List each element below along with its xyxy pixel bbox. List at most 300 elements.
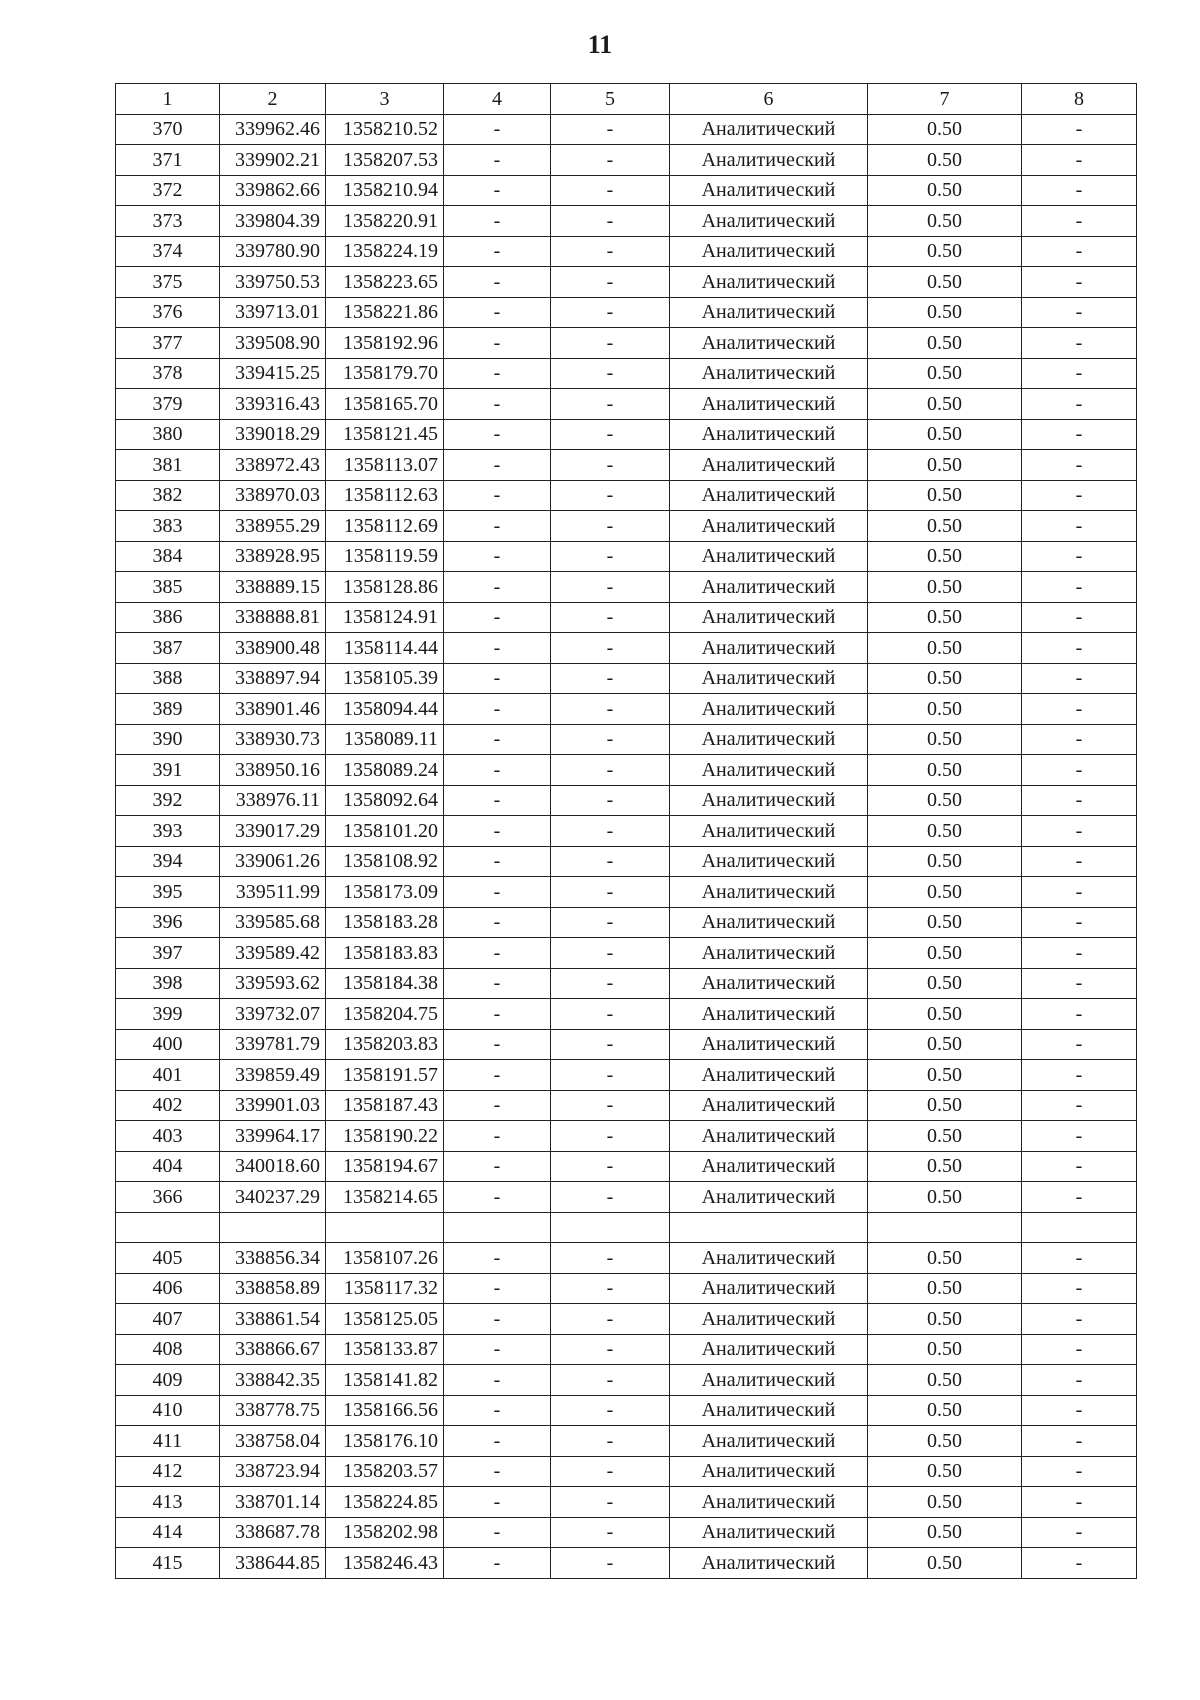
y-coordinate-cell: 1358194.67 bbox=[326, 1151, 444, 1182]
method-cell: Аналитический bbox=[670, 175, 868, 206]
column-header: 6 bbox=[670, 84, 868, 115]
x-coordinate-cell: 338842.35 bbox=[220, 1365, 326, 1396]
accuracy-cell: 0.50 bbox=[868, 1487, 1022, 1518]
point-number-cell: 413 bbox=[116, 1487, 220, 1518]
col8-cell: - bbox=[1022, 938, 1137, 969]
x-coordinate-cell: 338778.75 bbox=[220, 1395, 326, 1426]
method-cell: Аналитический bbox=[670, 358, 868, 389]
col5-cell: - bbox=[551, 1456, 670, 1487]
col8-cell: - bbox=[1022, 785, 1137, 816]
accuracy-cell: 0.50 bbox=[868, 1334, 1022, 1365]
col4-cell: - bbox=[444, 145, 551, 176]
accuracy-cell: 0.50 bbox=[868, 297, 1022, 328]
col4-cell: - bbox=[444, 663, 551, 694]
accuracy-cell: 0.50 bbox=[868, 938, 1022, 969]
col8-cell bbox=[1022, 1212, 1137, 1243]
y-coordinate-cell: 1358094.44 bbox=[326, 694, 444, 725]
col4-cell: - bbox=[444, 1060, 551, 1091]
table-row bbox=[116, 1060, 1137, 1091]
x-coordinate-cell: 339804.39 bbox=[220, 206, 326, 237]
point-number-cell: 389 bbox=[116, 694, 220, 725]
y-coordinate-cell: 1358165.70 bbox=[326, 389, 444, 420]
table-row bbox=[116, 907, 1137, 938]
table-row bbox=[116, 877, 1137, 908]
col4-cell: - bbox=[444, 1151, 551, 1182]
y-coordinate-cell: 1358183.28 bbox=[326, 907, 444, 938]
y-coordinate-cell: 1358114.44 bbox=[326, 633, 444, 664]
method-cell: Аналитический bbox=[670, 1426, 868, 1457]
y-coordinate-cell: 1358119.59 bbox=[326, 541, 444, 572]
col8-cell: - bbox=[1022, 1395, 1137, 1426]
accuracy-cell: 0.50 bbox=[868, 999, 1022, 1030]
accuracy-cell: 0.50 bbox=[868, 1151, 1022, 1182]
table-row bbox=[116, 267, 1137, 298]
y-coordinate-cell: 1358187.43 bbox=[326, 1090, 444, 1121]
accuracy-cell: 0.50 bbox=[868, 602, 1022, 633]
method-cell: Аналитический bbox=[670, 1304, 868, 1335]
col8-cell: - bbox=[1022, 1426, 1137, 1457]
col5-cell: - bbox=[551, 480, 670, 511]
col5-cell: - bbox=[551, 1121, 670, 1152]
table-row bbox=[116, 175, 1137, 206]
x-coordinate-cell: 339061.26 bbox=[220, 846, 326, 877]
y-coordinate-cell: 1358192.96 bbox=[326, 328, 444, 359]
x-coordinate-cell: 338687.78 bbox=[220, 1517, 326, 1548]
col4-cell: - bbox=[444, 297, 551, 328]
table-row bbox=[116, 1334, 1137, 1365]
point-number-cell: 408 bbox=[116, 1334, 220, 1365]
x-coordinate-cell: 339964.17 bbox=[220, 1121, 326, 1152]
accuracy-cell: 0.50 bbox=[868, 968, 1022, 999]
accuracy-cell: 0.50 bbox=[868, 1548, 1022, 1579]
table-row bbox=[116, 1395, 1137, 1426]
column-header: 1 bbox=[116, 84, 220, 115]
method-cell: Аналитический bbox=[670, 1487, 868, 1518]
x-coordinate-cell: 338950.16 bbox=[220, 755, 326, 786]
col4-cell: - bbox=[444, 724, 551, 755]
accuracy-cell: 0.50 bbox=[868, 236, 1022, 267]
accuracy-cell: 0.50 bbox=[868, 1243, 1022, 1274]
method-cell: Аналитический bbox=[670, 389, 868, 420]
method-cell: Аналитический bbox=[670, 1182, 868, 1213]
method-cell: Аналитический bbox=[670, 755, 868, 786]
col8-cell: - bbox=[1022, 419, 1137, 450]
col5-cell: - bbox=[551, 1273, 670, 1304]
col4-cell: - bbox=[444, 1121, 551, 1152]
col5-cell: - bbox=[551, 572, 670, 603]
point-number-cell: 414 bbox=[116, 1517, 220, 1548]
method-cell: Аналитический bbox=[670, 938, 868, 969]
table-row bbox=[116, 1487, 1137, 1518]
y-coordinate-cell: 1358166.56 bbox=[326, 1395, 444, 1426]
method-cell: Аналитический bbox=[670, 633, 868, 664]
x-coordinate-cell: 339901.03 bbox=[220, 1090, 326, 1121]
x-coordinate-cell: 338644.85 bbox=[220, 1548, 326, 1579]
table-row bbox=[116, 1182, 1137, 1213]
col8-cell: - bbox=[1022, 1243, 1137, 1274]
x-coordinate-cell: 338976.11 bbox=[220, 785, 326, 816]
point-number-cell: 380 bbox=[116, 419, 220, 450]
col8-cell: - bbox=[1022, 1548, 1137, 1579]
y-coordinate-cell: 1358128.86 bbox=[326, 572, 444, 603]
col8-cell: - bbox=[1022, 602, 1137, 633]
accuracy-cell: 0.50 bbox=[868, 206, 1022, 237]
point-number-cell: 386 bbox=[116, 602, 220, 633]
col4-cell bbox=[444, 1212, 551, 1243]
table-row bbox=[116, 389, 1137, 420]
col8-cell: - bbox=[1022, 328, 1137, 359]
accuracy-cell: 0.50 bbox=[868, 450, 1022, 481]
x-coordinate-cell: 339018.29 bbox=[220, 419, 326, 450]
col5-cell: - bbox=[551, 1090, 670, 1121]
col4-cell: - bbox=[444, 1395, 551, 1426]
col8-cell: - bbox=[1022, 480, 1137, 511]
col8-cell: - bbox=[1022, 846, 1137, 877]
table-row bbox=[116, 1517, 1137, 1548]
col8-cell: - bbox=[1022, 633, 1137, 664]
table-header-row bbox=[116, 84, 1137, 115]
col5-cell: - bbox=[551, 694, 670, 725]
x-coordinate-cell: 338972.43 bbox=[220, 450, 326, 481]
accuracy-cell: 0.50 bbox=[868, 755, 1022, 786]
x-coordinate-cell: 339017.29 bbox=[220, 816, 326, 847]
table-row bbox=[116, 816, 1137, 847]
accuracy-cell: 0.50 bbox=[868, 358, 1022, 389]
table-row bbox=[116, 1365, 1137, 1396]
col4-cell: - bbox=[444, 328, 551, 359]
col8-cell: - bbox=[1022, 236, 1137, 267]
col8-cell: - bbox=[1022, 1456, 1137, 1487]
x-coordinate-cell: 340237.29 bbox=[220, 1182, 326, 1213]
table-row bbox=[116, 297, 1137, 328]
page-number: 11 bbox=[587, 30, 613, 59]
col5-cell: - bbox=[551, 724, 670, 755]
x-coordinate-cell: 339862.66 bbox=[220, 175, 326, 206]
column-header: 3 bbox=[326, 84, 444, 115]
table-row bbox=[116, 663, 1137, 694]
y-coordinate-cell: 1358202.98 bbox=[326, 1517, 444, 1548]
accuracy-cell: 0.50 bbox=[868, 145, 1022, 176]
x-coordinate-cell: 338858.89 bbox=[220, 1273, 326, 1304]
y-coordinate-cell: 1358223.65 bbox=[326, 267, 444, 298]
point-number-cell: 376 bbox=[116, 297, 220, 328]
col4-cell: - bbox=[444, 1517, 551, 1548]
method-cell: Аналитический bbox=[670, 663, 868, 694]
x-coordinate-cell: 339859.49 bbox=[220, 1060, 326, 1091]
point-number-cell: 406 bbox=[116, 1273, 220, 1304]
table-row bbox=[116, 206, 1137, 237]
method-cell: Аналитический bbox=[670, 145, 868, 176]
x-coordinate-cell: 339585.68 bbox=[220, 907, 326, 938]
accuracy-cell: 0.50 bbox=[868, 1426, 1022, 1457]
point-number-cell: 381 bbox=[116, 450, 220, 481]
coordinates-table bbox=[115, 83, 1137, 1579]
y-coordinate-cell: 1358105.39 bbox=[326, 663, 444, 694]
col4-cell: - bbox=[444, 755, 551, 786]
col5-cell: - bbox=[551, 1395, 670, 1426]
col8-cell: - bbox=[1022, 999, 1137, 1030]
col4-cell: - bbox=[444, 633, 551, 664]
y-coordinate-cell: 1358203.83 bbox=[326, 1029, 444, 1060]
col8-cell: - bbox=[1022, 541, 1137, 572]
method-cell: Аналитический bbox=[670, 1029, 868, 1060]
col5-cell: - bbox=[551, 846, 670, 877]
col4-cell: - bbox=[444, 480, 551, 511]
col4-cell: - bbox=[444, 907, 551, 938]
point-number-cell: 415 bbox=[116, 1548, 220, 1579]
accuracy-cell: 0.50 bbox=[868, 511, 1022, 542]
point-number-cell: 401 bbox=[116, 1060, 220, 1091]
col4-cell: - bbox=[444, 236, 551, 267]
y-coordinate-cell: 1358184.38 bbox=[326, 968, 444, 999]
method-cell: Аналитический bbox=[670, 785, 868, 816]
y-coordinate-cell bbox=[326, 1212, 444, 1243]
col5-cell: - bbox=[551, 419, 670, 450]
y-coordinate-cell: 1358107.26 bbox=[326, 1243, 444, 1274]
y-coordinate-cell: 1358246.43 bbox=[326, 1548, 444, 1579]
table-row bbox=[116, 694, 1137, 725]
col5-cell: - bbox=[551, 1426, 670, 1457]
col8-cell: - bbox=[1022, 1487, 1137, 1518]
accuracy-cell: 0.50 bbox=[868, 1456, 1022, 1487]
col8-cell: - bbox=[1022, 145, 1137, 176]
y-coordinate-cell: 1358183.83 bbox=[326, 938, 444, 969]
col8-cell: - bbox=[1022, 694, 1137, 725]
method-cell: Аналитический bbox=[670, 114, 868, 145]
accuracy-cell: 0.50 bbox=[868, 907, 1022, 938]
y-coordinate-cell: 1358089.24 bbox=[326, 755, 444, 786]
col5-cell: - bbox=[551, 663, 670, 694]
col8-cell: - bbox=[1022, 267, 1137, 298]
col4-cell: - bbox=[444, 1365, 551, 1396]
y-coordinate-cell: 1358176.10 bbox=[326, 1426, 444, 1457]
x-coordinate-cell: 338701.14 bbox=[220, 1487, 326, 1518]
col8-cell: - bbox=[1022, 450, 1137, 481]
method-cell: Аналитический bbox=[670, 206, 868, 237]
col5-cell: - bbox=[551, 1243, 670, 1274]
accuracy-cell: 0.50 bbox=[868, 480, 1022, 511]
accuracy-cell: 0.50 bbox=[868, 1121, 1022, 1152]
col5-cell: - bbox=[551, 785, 670, 816]
accuracy-cell: 0.50 bbox=[868, 572, 1022, 603]
column-header: 5 bbox=[551, 84, 670, 115]
method-cell: Аналитический bbox=[670, 511, 868, 542]
point-number-cell: 396 bbox=[116, 907, 220, 938]
table-row bbox=[116, 480, 1137, 511]
col5-cell: - bbox=[551, 1334, 670, 1365]
point-number-cell: 399 bbox=[116, 999, 220, 1030]
col8-cell: - bbox=[1022, 877, 1137, 908]
col5-cell: - bbox=[551, 1548, 670, 1579]
point-number-cell: 378 bbox=[116, 358, 220, 389]
y-coordinate-cell: 1358190.22 bbox=[326, 1121, 444, 1152]
col5-cell: - bbox=[551, 297, 670, 328]
point-number-cell: 405 bbox=[116, 1243, 220, 1274]
col4-cell: - bbox=[444, 846, 551, 877]
col4-cell: - bbox=[444, 816, 551, 847]
col5-cell: - bbox=[551, 1029, 670, 1060]
col4-cell: - bbox=[444, 694, 551, 725]
x-coordinate-cell: 339750.53 bbox=[220, 267, 326, 298]
point-number-cell: 385 bbox=[116, 572, 220, 603]
col5-cell: - bbox=[551, 968, 670, 999]
column-header: 2 bbox=[220, 84, 326, 115]
col5-cell: - bbox=[551, 236, 670, 267]
col8-cell: - bbox=[1022, 572, 1137, 603]
col5-cell: - bbox=[551, 907, 670, 938]
point-number-cell: 384 bbox=[116, 541, 220, 572]
accuracy-cell: 0.50 bbox=[868, 816, 1022, 847]
accuracy-cell: 0.50 bbox=[868, 877, 1022, 908]
table-row bbox=[116, 999, 1137, 1030]
table-row bbox=[116, 450, 1137, 481]
y-coordinate-cell: 1358191.57 bbox=[326, 1060, 444, 1091]
col5-cell: - bbox=[551, 1487, 670, 1518]
accuracy-cell: 0.50 bbox=[868, 724, 1022, 755]
point-number-cell: 377 bbox=[116, 328, 220, 359]
y-coordinate-cell: 1358173.09 bbox=[326, 877, 444, 908]
col8-cell: - bbox=[1022, 114, 1137, 145]
y-coordinate-cell: 1358089.11 bbox=[326, 724, 444, 755]
table-row bbox=[116, 846, 1137, 877]
col4-cell: - bbox=[444, 1426, 551, 1457]
x-coordinate-cell: 339508.90 bbox=[220, 328, 326, 359]
col4-cell: - bbox=[444, 1456, 551, 1487]
col4-cell: - bbox=[444, 267, 551, 298]
col4-cell: - bbox=[444, 358, 551, 389]
method-cell bbox=[670, 1212, 868, 1243]
col4-cell: - bbox=[444, 999, 551, 1030]
x-coordinate-cell: 338856.34 bbox=[220, 1243, 326, 1274]
method-cell: Аналитический bbox=[670, 846, 868, 877]
accuracy-cell: 0.50 bbox=[868, 785, 1022, 816]
x-coordinate-cell: 338861.54 bbox=[220, 1304, 326, 1335]
col5-cell: - bbox=[551, 175, 670, 206]
method-cell: Аналитический bbox=[670, 907, 868, 938]
point-number-cell: 397 bbox=[116, 938, 220, 969]
method-cell: Аналитический bbox=[670, 1060, 868, 1091]
col5-cell: - bbox=[551, 389, 670, 420]
y-coordinate-cell: 1358121.45 bbox=[326, 419, 444, 450]
col4-cell: - bbox=[444, 1029, 551, 1060]
accuracy-cell: 0.50 bbox=[868, 1304, 1022, 1335]
point-number-cell: 383 bbox=[116, 511, 220, 542]
table-row bbox=[116, 1121, 1137, 1152]
method-cell: Аналитический bbox=[670, 1395, 868, 1426]
col8-cell: - bbox=[1022, 1182, 1137, 1213]
col4-cell: - bbox=[444, 450, 551, 481]
y-coordinate-cell: 1358124.91 bbox=[326, 602, 444, 633]
col5-cell: - bbox=[551, 206, 670, 237]
col5-cell: - bbox=[551, 816, 670, 847]
col5-cell: - bbox=[551, 511, 670, 542]
accuracy-cell: 0.50 bbox=[868, 1029, 1022, 1060]
accuracy-cell: 0.50 bbox=[868, 633, 1022, 664]
x-coordinate-cell: 338758.04 bbox=[220, 1426, 326, 1457]
col5-cell: - bbox=[551, 755, 670, 786]
accuracy-cell: 0.50 bbox=[868, 1517, 1022, 1548]
col4-cell: - bbox=[444, 1487, 551, 1518]
method-cell: Аналитический bbox=[670, 999, 868, 1030]
accuracy-cell: 0.50 bbox=[868, 267, 1022, 298]
x-coordinate-cell: 339781.79 bbox=[220, 1029, 326, 1060]
table-row bbox=[116, 1304, 1137, 1335]
x-coordinate-cell: 339593.62 bbox=[220, 968, 326, 999]
x-coordinate-cell: 339713.01 bbox=[220, 297, 326, 328]
col4-cell: - bbox=[444, 389, 551, 420]
method-cell: Аналитический bbox=[670, 602, 868, 633]
point-number-cell: 375 bbox=[116, 267, 220, 298]
table-row bbox=[116, 755, 1137, 786]
method-cell: Аналитический bbox=[670, 480, 868, 511]
col4-cell: - bbox=[444, 602, 551, 633]
y-coordinate-cell: 1358113.07 bbox=[326, 450, 444, 481]
accuracy-cell: 0.50 bbox=[868, 1365, 1022, 1396]
x-coordinate-cell: 339415.25 bbox=[220, 358, 326, 389]
point-number-cell: 402 bbox=[116, 1090, 220, 1121]
x-coordinate-cell: 339511.99 bbox=[220, 877, 326, 908]
col8-cell: - bbox=[1022, 907, 1137, 938]
point-number-cell: 370 bbox=[116, 114, 220, 145]
method-cell: Аналитический bbox=[670, 328, 868, 359]
accuracy-cell: 0.50 bbox=[868, 663, 1022, 694]
table-row bbox=[116, 419, 1137, 450]
y-coordinate-cell: 1358204.75 bbox=[326, 999, 444, 1030]
col4-cell: - bbox=[444, 877, 551, 908]
table-row bbox=[116, 145, 1137, 176]
point-number-cell: 395 bbox=[116, 877, 220, 908]
accuracy-cell: 0.50 bbox=[868, 1090, 1022, 1121]
point-number-cell: 388 bbox=[116, 663, 220, 694]
col4-cell: - bbox=[444, 1182, 551, 1213]
col5-cell: - bbox=[551, 358, 670, 389]
table-row bbox=[116, 1243, 1137, 1274]
point-number-cell: 412 bbox=[116, 1456, 220, 1487]
point-number-cell: 391 bbox=[116, 755, 220, 786]
x-coordinate-cell: 338928.95 bbox=[220, 541, 326, 572]
col8-cell: - bbox=[1022, 1151, 1137, 1182]
col8-cell: - bbox=[1022, 175, 1137, 206]
method-cell: Аналитический bbox=[670, 1243, 868, 1274]
accuracy-cell: 0.50 bbox=[868, 1273, 1022, 1304]
col5-cell: - bbox=[551, 114, 670, 145]
y-coordinate-cell: 1358220.91 bbox=[326, 206, 444, 237]
col8-cell: - bbox=[1022, 1029, 1137, 1060]
table-row bbox=[116, 968, 1137, 999]
x-coordinate-cell: 338897.94 bbox=[220, 663, 326, 694]
col5-cell: - bbox=[551, 450, 670, 481]
col8-cell: - bbox=[1022, 1273, 1137, 1304]
point-number-cell: 374 bbox=[116, 236, 220, 267]
col5-cell: - bbox=[551, 602, 670, 633]
col4-cell: - bbox=[444, 175, 551, 206]
x-coordinate-cell: 338723.94 bbox=[220, 1456, 326, 1487]
point-number-cell: 403 bbox=[116, 1121, 220, 1152]
method-cell: Аналитический bbox=[670, 1365, 868, 1396]
col5-cell: - bbox=[551, 877, 670, 908]
method-cell: Аналитический bbox=[670, 419, 868, 450]
col4-cell: - bbox=[444, 572, 551, 603]
point-number-cell: 400 bbox=[116, 1029, 220, 1060]
point-number-cell: 372 bbox=[116, 175, 220, 206]
x-coordinate-cell: 339589.42 bbox=[220, 938, 326, 969]
x-coordinate-cell: 338901.46 bbox=[220, 694, 326, 725]
x-coordinate-cell: 338888.81 bbox=[220, 602, 326, 633]
point-number-cell: 404 bbox=[116, 1151, 220, 1182]
y-coordinate-cell: 1358133.87 bbox=[326, 1334, 444, 1365]
method-cell: Аналитический bbox=[670, 1151, 868, 1182]
col4-cell: - bbox=[444, 419, 551, 450]
